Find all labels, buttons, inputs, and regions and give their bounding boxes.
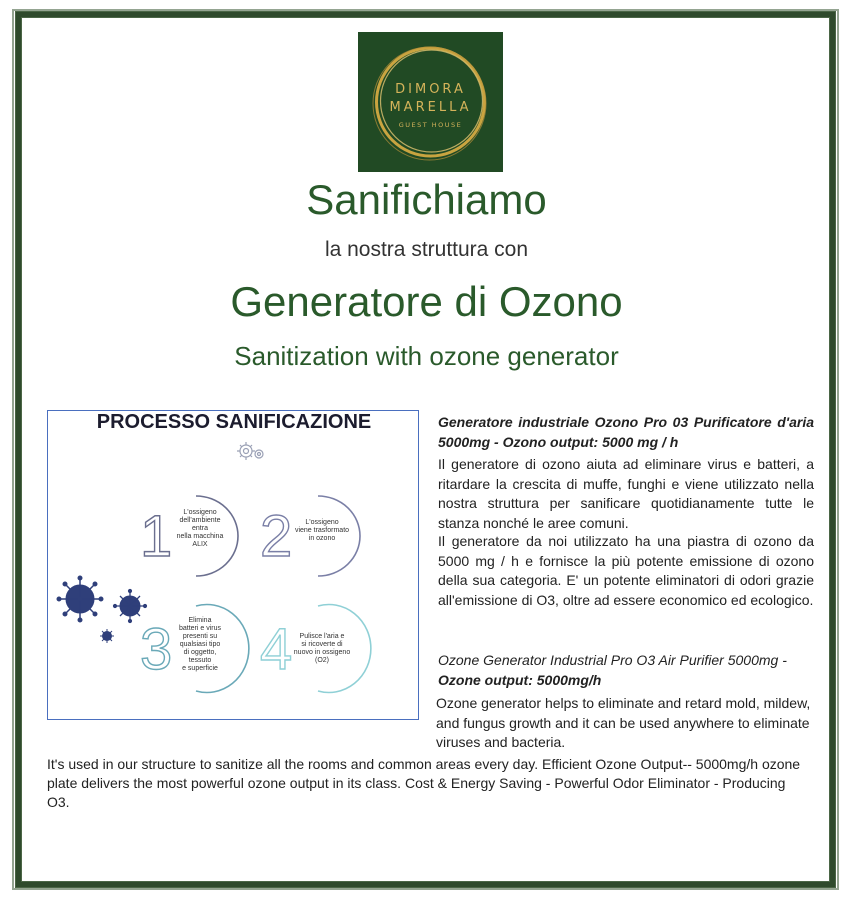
process-diagram	[47, 410, 419, 720]
english-bottom-paragraph: It's used in our structure to sanitize all the rooms and common areas every day. Efficient Ozone Output-- 5000mg/h ozone plate delivers the most powerful ozone output in its class. Cost & Energy Saving - Powerful Odor Eliminator - Producing O3.	[47, 756, 801, 810]
process-diagram-graphics	[48, 411, 420, 721]
step-2-text: L'ossigeno viene trasformato in ozono	[294, 519, 350, 542]
page-subtitle: la nostra struttura con	[324, 238, 529, 261]
step-3-number: 3	[140, 617, 173, 682]
italian-paragraph-1: Il generatore di ozono aiuta ad eliminare virus e batteri, a ritardare la crescita di muffe, funghi e viene utilizzato nella nostra struttura per sanificare quotidianamente tutte le stanza nonché le aree comuni.	[438, 456, 814, 531]
italian-heading: Generatore industriale Ozono Pro 03 Purificatore d'aria 5000mg - Ozono output: 5000 mg / h	[438, 414, 814, 450]
step-4-text: Pulisce l'aria e si ricoverte di nuovo in ossigeno (O2)	[293, 633, 351, 664]
step-1-number: 1	[140, 504, 173, 569]
step-1-text: L'ossigeno dell'ambiente entra nella macchina ALIX	[176, 509, 224, 548]
english-heading-a: Ozone Generator Industrial Pro O3 Air Purifier 5000mg -	[438, 652, 787, 668]
virus-icon-large	[57, 576, 103, 622]
english-headline: Sanitization with ozone generator	[234, 341, 619, 371]
italian-paragraph-2: Il generatore da noi utilizzato ha una piastra di ozono da 5000 mg / h e fornisce la più potente emissione di ozono della sua categoria. E' un potente eliminatori di odori grazie all'emissione di O3, oltre ad essere economico ed ecologico.	[438, 533, 814, 608]
diagram-title: PROCESSO SANIFICAZIONE	[96, 411, 372, 433]
step-3-text: Elimina batteri e virus presenti su qualsiasi tipo di oggetto, tessuto e superficie	[178, 617, 222, 672]
logo-text-dimora: DIMORA	[395, 82, 466, 97]
english-paragraph: Ozone generator helps to eliminate and retard mold, mildew, and fungus growth and it can be used anywhere to eliminate viruses and bacteria.	[436, 695, 811, 750]
virus-icon-small	[100, 629, 114, 643]
dimora-marella-logo	[358, 32, 503, 172]
logo-text-marella: MARELLA	[389, 100, 472, 115]
page-headline: Generatore di Ozono	[230, 278, 623, 325]
page-title: Sanifichiamo	[306, 176, 547, 223]
english-heading-b: Ozone output: 5000mg/h	[438, 671, 602, 688]
english-heading	[438, 651, 814, 690]
logo-text-guest-house: GUEST HOUSE	[398, 121, 463, 129]
gears-icon	[237, 442, 263, 460]
step-2-number: 2	[260, 504, 293, 569]
step-4-number: 4	[260, 617, 293, 682]
